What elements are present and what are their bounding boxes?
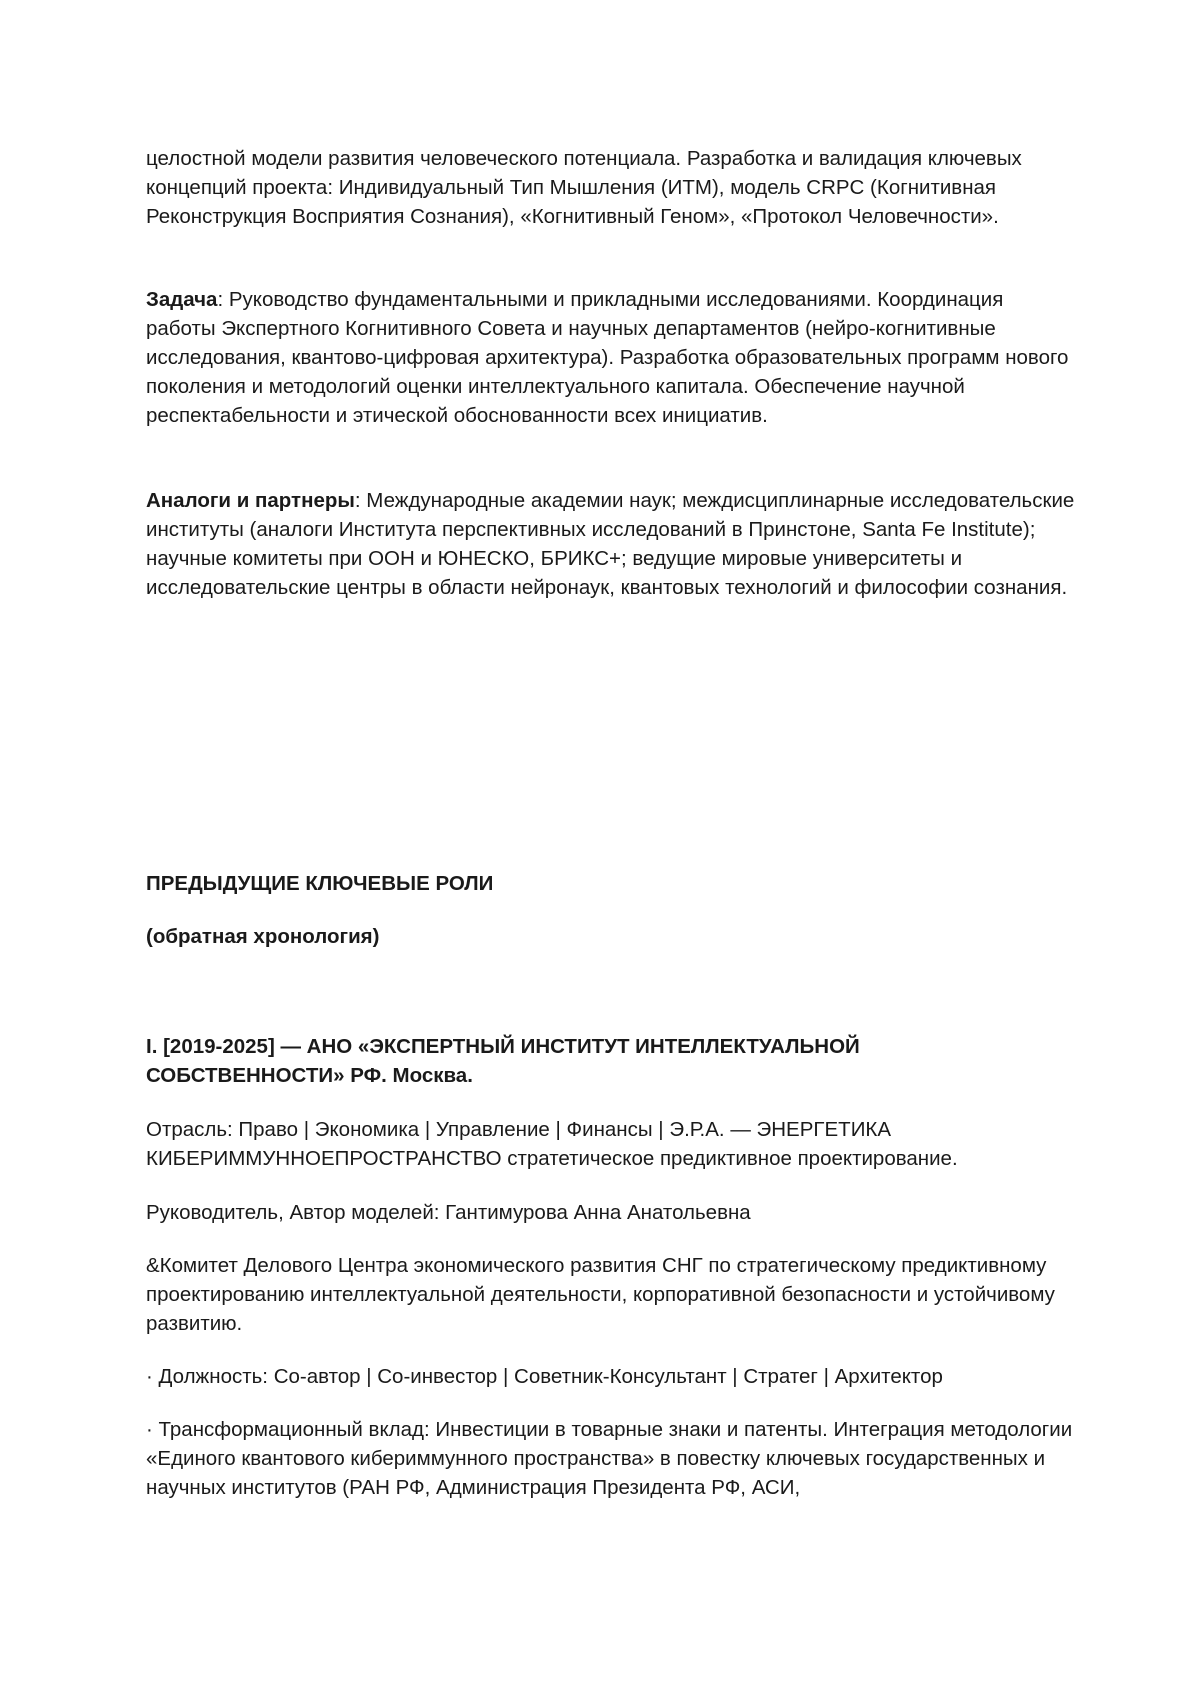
task-label: Задача (146, 288, 218, 311)
role-position: · Должность: Со-автор | Со-инвестор | Советник-Консультант | Стратег | Архитектор (146, 1365, 943, 1388)
task-text: : Руководство фундаментальными и прикладными исследованиями. Координация работы Экспертного Когнитивного Совета и научных департаментов (нейро-когнитивные исследования, квантово-цифровая архитектура). Разработка образовательных программ нового поколения и методологий оценки интеллектуального капитала. Обеспечение научной респектабельности и этической обоснованности всех инициатив. (146, 288, 1069, 427)
paragraph-task (146, 285, 1076, 430)
analogs-text: : Международные академии наук; междисциплинарные исследовательские институты (аналоги Института перспективных исследований в Принстоне, Santa Fe Institute); научные комитеты при ООН и ЮНЕСКО, БРИКС+; ведущие мировые университеты и исследовательские центры в области нейронаук, квантовых технологий и философии сознания. (146, 489, 1075, 599)
role-industry: Отрасль: Право | Экономика | Управление | Финансы | Э.Р.А. — ЭНЕРГЕТИКА КИБЕРИММУННОЕПРОСТРАНСТВО стратетическое предиктивное проектирование. (146, 1118, 958, 1170)
paragraph-model-concepts: целостной модели развития человеческого потенциала. Разработка и валидация ключевых концепций проекта: Индивидуальный Тип Мышления (ИТМ), модель CRPC (Когнитивная Реконструкция Восприятия Сознания), «Когнитивный Геном», «Протокол Человечности». (146, 147, 1022, 228)
analogs-label: Аналоги и партнеры (146, 489, 355, 512)
section-subtitle: (обратная хронология) (146, 925, 380, 948)
role-committee: &Комитет Делового Центра экономического развития СНГ по стратегическому предиктивному проектированию интеллектуальной деятельности, корпоративной безопасности и устойчивому развитию. (146, 1254, 1055, 1335)
role-heading: I. [2019-2025] — АНО «ЭКСПЕРТНЫЙ ИНСТИТУТ ИНТЕЛЛЕКТУАЛЬНОЙ СОБСТВЕННОСТИ» РФ. Москва. (146, 1035, 860, 1087)
role-contribution: · Трансформационный вклад: Инвестиции в товарные знаки и патенты. Интеграция методологии «Единого квантового кибериммунного пространства» в повестку ключевых государственных и научных институтов (РАН РФ, Администрация Президента РФ, АСИ, (146, 1418, 1073, 1499)
role-leader: Руководитель, Автор моделей: Гантимурова Анна Анатольевна (146, 1201, 751, 1224)
paragraph-analogs (146, 486, 1076, 602)
section-title: ПРЕДЫДУЩИЕ КЛЮЧЕВЫЕ РОЛИ (146, 872, 494, 895)
